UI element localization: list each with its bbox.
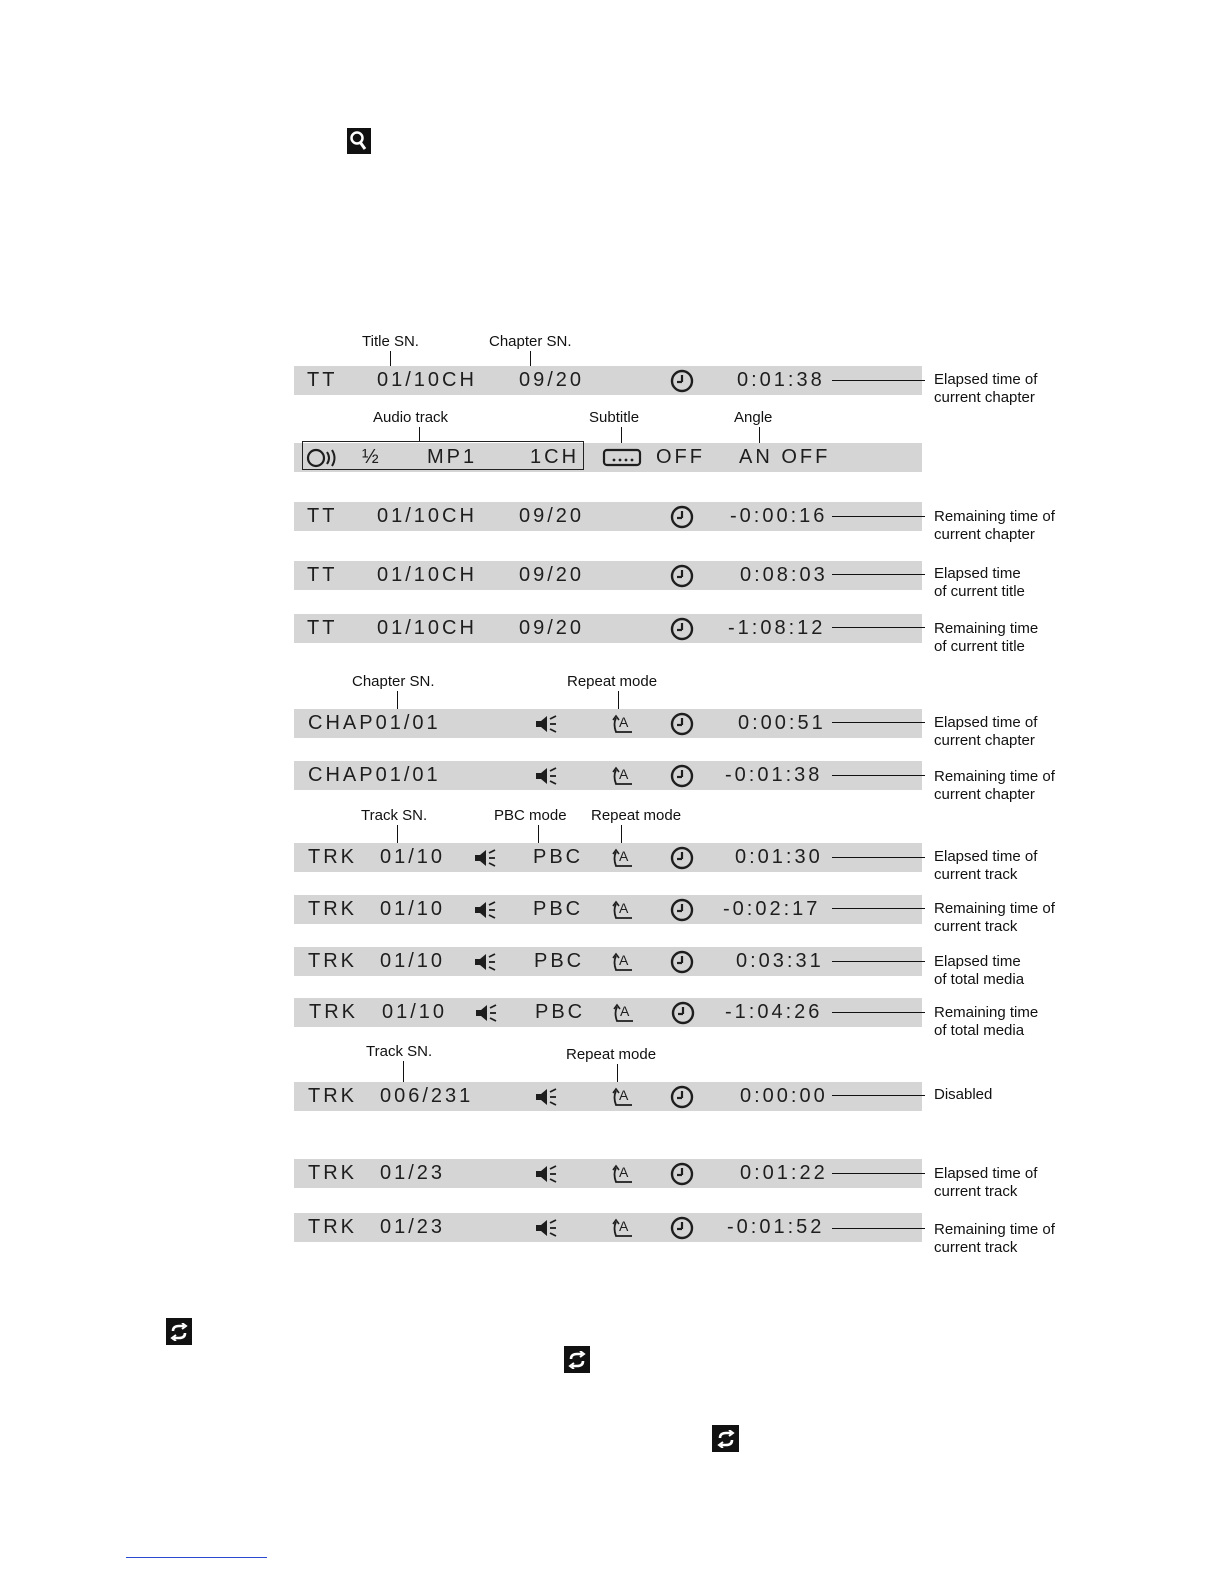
row-type: TT bbox=[307, 564, 338, 586]
time-value: 0:08:03 bbox=[740, 564, 828, 586]
row-14-description: Remaining time of current track bbox=[934, 1221, 1055, 1256]
row-6-leader bbox=[832, 722, 925, 723]
repeat-a-icon bbox=[610, 1213, 636, 1242]
pbc-mode-label: PBC mode bbox=[494, 807, 567, 824]
audio-format: MP1 bbox=[427, 446, 478, 468]
subtitle-label: Subtitle bbox=[589, 409, 640, 426]
row-6-description: Elapsed time of current chapter bbox=[934, 714, 1038, 749]
svg-text:A: A bbox=[619, 765, 629, 782]
pbc-value: PBC bbox=[533, 898, 584, 920]
osd-row-6 bbox=[294, 709, 922, 738]
title-chapter: 01/10CH bbox=[377, 564, 477, 586]
row-7-description: Remaining time of current chapter bbox=[934, 768, 1055, 803]
track-sn-label-2: Track SN. bbox=[366, 1043, 433, 1060]
subtitle-icon bbox=[602, 443, 642, 472]
time-value: -0:00:16 bbox=[730, 505, 828, 527]
osd-row-13 bbox=[294, 1159, 922, 1188]
svg-text:A: A bbox=[619, 1217, 629, 1234]
svg-text:A: A bbox=[619, 1086, 629, 1103]
subtitle-value: OFF bbox=[656, 446, 705, 468]
row-type: TRK bbox=[308, 1216, 357, 1238]
row-4-leader bbox=[832, 574, 925, 575]
clock-icon bbox=[668, 1082, 696, 1111]
speaker-icon bbox=[473, 843, 499, 872]
row-13-leader bbox=[832, 1173, 925, 1174]
repeat-a-icon bbox=[610, 1082, 636, 1111]
chapter-value: CHAP01/01 bbox=[308, 764, 441, 786]
row-12-description: Disabled bbox=[934, 1086, 993, 1103]
row-4-description: Elapsed time of current title bbox=[934, 565, 1025, 600]
pbc-value: PBC bbox=[535, 1001, 586, 1023]
track-number: 01/10 bbox=[382, 1001, 448, 1023]
chapter-sn-leader-2 bbox=[397, 691, 398, 711]
row-10-description: Elapsed time of total media bbox=[934, 953, 1025, 988]
row-3-leader bbox=[832, 516, 925, 517]
row-type: TT bbox=[307, 369, 338, 391]
svg-text:A: A bbox=[620, 1002, 630, 1019]
row-3-description: Remaining time of current chapter bbox=[934, 508, 1055, 543]
repeat-a-icon bbox=[610, 761, 636, 790]
speaker-icon bbox=[473, 947, 499, 976]
row-12-leader bbox=[832, 1095, 925, 1096]
repeat-a-icon bbox=[610, 843, 636, 872]
audio-track-label: Audio track bbox=[373, 409, 449, 426]
osd-row-8 bbox=[294, 843, 922, 872]
chapter-count: 09/20 bbox=[519, 564, 585, 586]
audio-track-box bbox=[302, 441, 584, 470]
row-8-leader bbox=[832, 857, 925, 858]
row-type: TT bbox=[307, 617, 338, 639]
row-type: TRK bbox=[308, 898, 357, 920]
row-1-description: Elapsed time of current chapter bbox=[934, 371, 1038, 406]
row-9-description: Remaining time of current track bbox=[934, 900, 1055, 935]
clock-icon bbox=[668, 366, 696, 395]
osd-row-10 bbox=[294, 947, 922, 976]
track-number: 006/231 bbox=[380, 1085, 474, 1107]
speaker-icon bbox=[534, 709, 560, 738]
time-value: 0:01:30 bbox=[735, 846, 823, 868]
clock-icon bbox=[668, 761, 696, 790]
track-number: 01/23 bbox=[380, 1162, 446, 1184]
row-11-leader bbox=[832, 1012, 925, 1013]
track-sn-leader-1 bbox=[397, 825, 398, 845]
osd-row-9 bbox=[294, 895, 922, 924]
repeat-icon bbox=[564, 1346, 590, 1373]
osd-row-3 bbox=[294, 502, 922, 531]
speaker-icon bbox=[534, 761, 560, 790]
title-sn-label: Title SN. bbox=[362, 333, 419, 350]
speaker-icon bbox=[534, 1159, 560, 1188]
clock-icon bbox=[668, 843, 696, 872]
osd-row-11 bbox=[294, 998, 922, 1027]
row-5-description: Remaining time of current title bbox=[934, 620, 1039, 655]
repeat-a-icon bbox=[610, 1159, 636, 1188]
pbc-value: PBC bbox=[533, 846, 584, 868]
time-value: 0:01:22 bbox=[740, 1162, 828, 1184]
row-5-leader bbox=[832, 627, 925, 628]
repeat-a-icon bbox=[611, 998, 637, 1027]
track-number: 01/10 bbox=[380, 950, 446, 972]
time-value: 0:00:51 bbox=[738, 712, 826, 734]
title-chapter: 01/10CH bbox=[377, 369, 477, 391]
row-10-leader bbox=[832, 961, 925, 962]
repeat-a-icon bbox=[610, 947, 636, 976]
clock-icon bbox=[668, 709, 696, 738]
track-number: 01/23 bbox=[380, 1216, 446, 1238]
speaker-icon bbox=[534, 1213, 560, 1242]
repeat-mode-leader-3 bbox=[617, 1064, 618, 1084]
osd-row-7 bbox=[294, 761, 922, 790]
svg-text:A: A bbox=[619, 713, 629, 730]
time-value: 0:00:00 bbox=[740, 1085, 828, 1107]
time-value: -1:04:26 bbox=[725, 1001, 823, 1023]
audio-track-leader bbox=[419, 427, 420, 441]
clock-icon bbox=[668, 614, 696, 643]
svg-text:A: A bbox=[619, 847, 629, 864]
chapter-count: 09/20 bbox=[519, 617, 585, 639]
clock-icon bbox=[668, 1213, 696, 1242]
row-type: TT bbox=[307, 505, 338, 527]
chapter-sn-label: Chapter SN. bbox=[489, 333, 572, 350]
clock-icon bbox=[668, 895, 696, 924]
chapter-sn-label-2: Chapter SN. bbox=[352, 673, 435, 690]
repeat-mode-label-2: Repeat mode bbox=[591, 807, 682, 824]
clock-icon bbox=[668, 561, 696, 590]
clock-icon bbox=[668, 502, 696, 531]
time-value: 0:03:31 bbox=[736, 950, 824, 972]
chapter-count: 09/20 bbox=[519, 505, 585, 527]
row-9-leader bbox=[832, 908, 925, 909]
chapter-count: 09/20 bbox=[519, 369, 585, 391]
row-type: TRK bbox=[308, 950, 357, 972]
clock-icon bbox=[669, 998, 697, 1027]
clock-icon bbox=[668, 947, 696, 976]
audio-fraction: ½ bbox=[362, 446, 382, 468]
repeat-mode-label-1: Repeat mode bbox=[567, 673, 658, 690]
row-7-leader bbox=[832, 775, 925, 776]
row-1-leader bbox=[832, 380, 925, 381]
svg-text:A: A bbox=[619, 951, 629, 968]
row-type: TRK bbox=[308, 1162, 357, 1184]
speaker-icon bbox=[474, 998, 500, 1027]
repeat-mode-leader-1 bbox=[618, 691, 619, 711]
angle-label: Angle bbox=[734, 409, 773, 426]
pbc-value: PBC bbox=[534, 950, 585, 972]
track-sn-label-1: Track SN. bbox=[361, 807, 428, 824]
osd-row-5 bbox=[294, 614, 922, 643]
row-8-description: Elapsed time of current track bbox=[934, 848, 1038, 883]
row-type: TRK bbox=[308, 1085, 357, 1107]
speaker-icon bbox=[473, 895, 499, 924]
track-number: 01/10 bbox=[380, 898, 446, 920]
svg-text:A: A bbox=[619, 1163, 629, 1180]
track-sn-leader-2 bbox=[403, 1061, 404, 1083]
osd-row-12 bbox=[294, 1082, 922, 1111]
row-13-description: Elapsed time of current track bbox=[934, 1165, 1038, 1200]
time-value: 0:01:38 bbox=[737, 369, 825, 391]
time-value: -0:01:38 bbox=[725, 764, 823, 786]
angle-value: AN OFF bbox=[739, 446, 831, 468]
repeat-mode-leader-2 bbox=[621, 825, 622, 845]
row-11-description: Remaining time of total media bbox=[934, 1004, 1039, 1039]
row-type: TRK bbox=[309, 1001, 358, 1023]
track-number: 01/10 bbox=[380, 846, 446, 868]
repeat-a-icon bbox=[610, 895, 636, 924]
title-chapter: 01/10CH bbox=[377, 617, 477, 639]
clock-icon bbox=[668, 1159, 696, 1188]
title-chapter: 01/10CH bbox=[377, 505, 477, 527]
repeat-mode-label-3: Repeat mode bbox=[566, 1046, 657, 1063]
speaker-icon bbox=[534, 1082, 560, 1111]
audio-channels: 1CH bbox=[530, 446, 580, 468]
repeat-a-icon bbox=[610, 709, 636, 738]
row-14-leader bbox=[832, 1228, 925, 1229]
osd-row-1 bbox=[294, 366, 922, 395]
footnote-rule bbox=[126, 1557, 267, 1558]
zoom-icon bbox=[347, 128, 371, 154]
time-value: -0:02:17 bbox=[723, 898, 821, 920]
svg-text:A: A bbox=[619, 899, 629, 916]
repeat-icon bbox=[712, 1425, 739, 1452]
osd-row-14 bbox=[294, 1213, 922, 1242]
pbc-mode-leader bbox=[538, 825, 539, 845]
time-value: -0:01:52 bbox=[727, 1216, 825, 1238]
osd-row-4 bbox=[294, 561, 922, 590]
time-value: -1:08:12 bbox=[728, 617, 826, 639]
repeat-icon bbox=[166, 1318, 192, 1345]
row-type: TRK bbox=[308, 846, 357, 868]
chapter-value: CHAP01/01 bbox=[308, 712, 441, 734]
